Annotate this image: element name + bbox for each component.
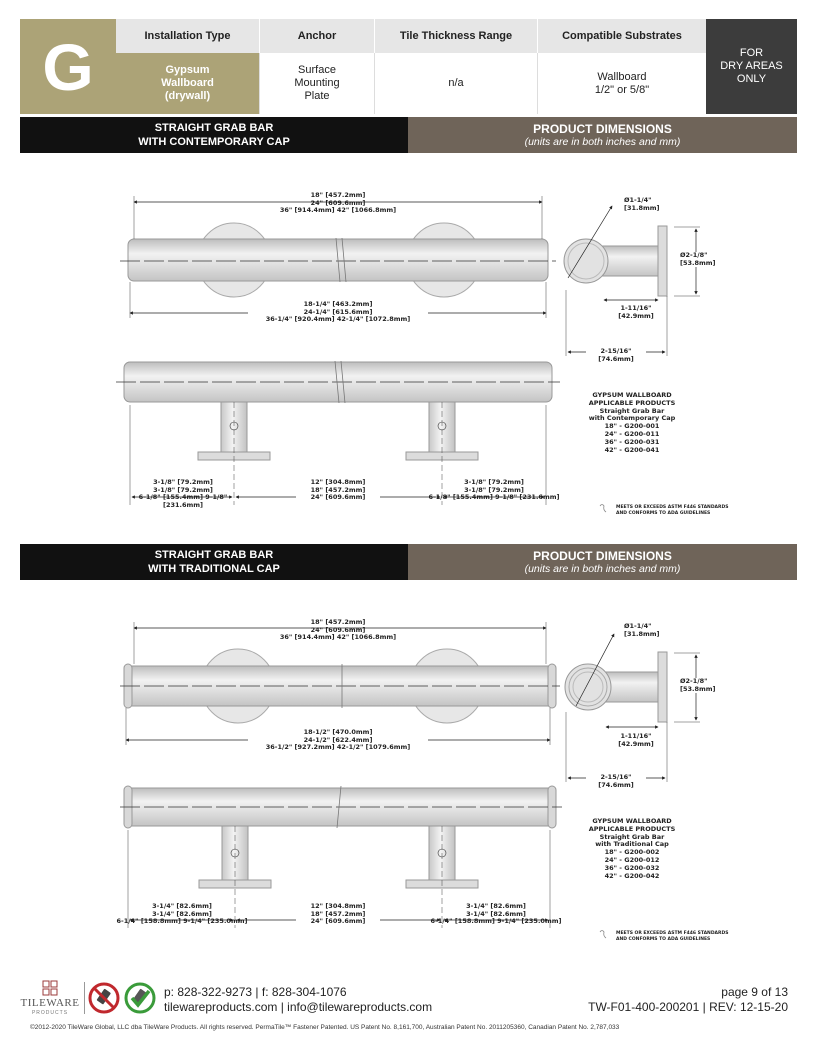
s2-outer-length: 18-1/2" [470.0mm] 24-1/2" [622.4mm] 36-1/2" [927.2mm] 42-1/2" [1079.6mm]	[248, 729, 428, 752]
col-header-tile-thickness: Tile Thickness Range	[375, 19, 538, 53]
anchor-value: Surface Mounting Plate	[260, 53, 375, 114]
s2-tube-diameter: Ø1-1/4" [31.8mm]	[624, 622, 660, 638]
category-letter-box	[20, 19, 116, 114]
s2-right-offset: 3-1/4" [82.6mm] 3-1/4" [82.6mm] 6-1/4" [158.8mm] 9-1/4" [235.0mm]	[430, 902, 562, 925]
s2-overall-length: 18" [457.2mm] 24" [609.6mm] 36" [914.4mm] 42" [1066.8mm]	[279, 618, 397, 641]
section-1-dims-subtitle: (units are in both inches and mm)	[524, 136, 681, 148]
s2-ada-note: MEETS OR EXCEEDS ASTM F446 STANDARDS AND CONFORMS TO ADA GUIDELINES	[616, 931, 729, 942]
tileware-logo-mark	[42, 980, 58, 996]
s2-depth: 2-15/16" [74.6mm]	[586, 774, 646, 789]
s2-left-offset: 3-1/4" [82.6mm] 3-1/4" [82.6mm] 6-1/4" [158.8mm] 9-1/4" [235.0mm]	[116, 902, 248, 925]
s1-ada-note: MEETS OR EXCEEDS ASTM F446 STANDARDS AND CONFORMS TO ADA GUIDELINES	[616, 505, 729, 516]
section-1-dims-banner	[408, 117, 797, 153]
tile-thickness-value: n/a	[375, 53, 538, 114]
s2-projection: 1-11/16" [42.9mm]	[618, 732, 654, 748]
footer-web[interactable]: tilewareproducts.com | info@tilewareproducts.com	[164, 1000, 433, 1014]
tileware-logo	[18, 980, 82, 1018]
s1-flange-diameter: Ø2-1/8" [53.8mm]	[680, 251, 716, 267]
s1-center-spacing: 12" [304.8mm] 18" [457.2mm] 24" [609.6mm]	[296, 479, 380, 502]
s1-tube-diameter: Ø1-1/4" [31.8mm]	[624, 196, 660, 212]
page-number: page 9 of 13	[721, 985, 788, 999]
section-2-dims-subtitle: (units are in both inches and mm)	[524, 563, 681, 575]
approved-check-icon	[124, 982, 156, 1014]
col-header-substrates: Compatible Substrates	[538, 19, 706, 53]
brand-name: TILEWARE	[20, 997, 80, 1009]
s1-depth: 2-15/16" [74.6mm]	[586, 348, 646, 363]
brand-sub: PRODUCTS	[31, 1010, 69, 1016]
s1-right-offset: 3-1/8" [79.2mm] 3-1/8" [79.2mm] 6-1/8" [155.4mm] 9-1/8" [231.6mm]	[428, 478, 560, 501]
section-2-title: STRAIGHT GRAB BAR WITH TRADITIONAL CAP	[20, 544, 408, 580]
s2-applicable-products: GYPSUM WALLBOARD APPLICABLE PRODUCTS Straight Grab Bar with Traditional Cap 18" - G200-002 24" - G200-012 36" - G200-032 42" - G200-042	[588, 817, 676, 880]
col-header-anchor: Anchor	[260, 19, 375, 53]
s1-projection: 1-11/16" [42.9mm]	[618, 304, 654, 320]
s1-overall-length: 18" [457.2mm] 24" [609.6mm] 36" [914.4mm] 42" [1066.8mm]	[279, 191, 397, 214]
section-1-title: STRAIGHT GRAB BAR WITH CONTEMPORARY CAP	[20, 117, 408, 153]
s1-left-offset: 3-1/8" [79.2mm] 3-1/8" [79.2mm] 6-1/8" [155.4mm] 9-1/8" [231.6mm]	[138, 478, 228, 509]
footer-divider	[84, 982, 85, 1014]
s2-center-spacing: 12" [304.8mm] 18" [457.2mm] 24" [609.6mm]	[296, 903, 380, 926]
installation-type-value: Gypsum Wallboard (drywall)	[116, 53, 260, 114]
section-2-dims-title: PRODUCT DIMENSIONS	[533, 549, 672, 563]
s1-applicable-products: GYPSUM WALLBOARD APPLICABLE PRODUCTS Straight Grab Bar with Contemporary Cap 18" - G200-001 24" - G200-011 36" - G200-031 42" - G200-041	[588, 391, 676, 454]
category-letter: G	[42, 29, 94, 104]
no-solvent-icon	[88, 982, 120, 1014]
copyright-notice: ©2012-2020 TileWare Global, LLC dba TileWare Products. All rights reserved. PermaTile™ Fastener Patented. US Patent No. 8,161,700, Australian Patent No. 2011205360, Canadian Patent No. 2,787,033	[30, 1024, 620, 1031]
dry-areas-note: FOR DRY AREAS ONLY	[706, 19, 797, 114]
s2-flange-diameter: Ø2-1/8" [53.8mm]	[680, 677, 716, 693]
s1-outer-length: 18-1/4" [463.2mm] 24-1/4" [615.6mm] 36-1/4" [920.4mm] 42-1/4" [1072.8mm]	[248, 301, 428, 324]
footer-phone: p: 828-322-9273 | f: 828-304-1076	[164, 985, 347, 999]
substrates-value: Wallboard 1/2" or 5/8"	[594, 70, 650, 96]
col-header-installation: Installation Type	[116, 19, 260, 53]
section-1-dims-title: PRODUCT DIMENSIONS	[533, 122, 672, 136]
section-2-dims-banner	[408, 544, 797, 580]
doc-revision: TW-F01-400-200201 | REV: 12-15-20	[588, 1000, 788, 1014]
contemporary-bar-drawing	[0, 160, 816, 530]
